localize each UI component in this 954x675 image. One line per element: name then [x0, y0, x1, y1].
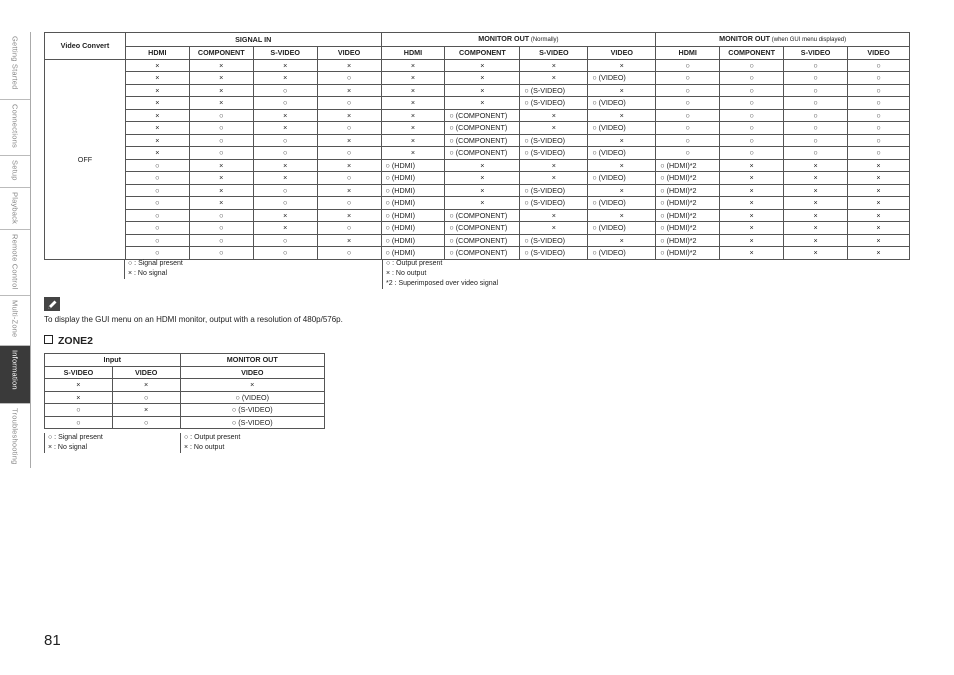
table-cell: × — [720, 209, 784, 222]
table-cell: × — [317, 109, 381, 122]
table-cell: × — [445, 72, 520, 85]
table-cell: ○ (VIDEO) — [588, 197, 656, 210]
table-cell: × — [317, 209, 381, 222]
table-cell: ○ — [720, 134, 784, 147]
table-cell: ○ — [125, 222, 189, 235]
table-row — [45, 197, 910, 210]
monitor-out-header: MONITOR OUT — [180, 354, 324, 367]
nav-tab-label: Setup — [10, 160, 20, 181]
table-cell: ○ — [125, 247, 189, 260]
header-main: MONITOR OUT — [478, 34, 530, 43]
table-cell: × — [125, 84, 189, 97]
nav-tab-label: Remote Control — [10, 234, 20, 290]
table-row — [45, 172, 910, 185]
table-cell: ○ — [253, 184, 317, 197]
table-cell: ○ — [848, 59, 910, 72]
table-cell: × — [720, 184, 784, 197]
table-cell: ○ — [720, 147, 784, 160]
table-cell: ○ (HDMI) — [381, 234, 445, 247]
table-cell: ○ (S-VIDEO) — [180, 416, 324, 429]
table-cell: ○ — [317, 247, 381, 260]
table-cell: × — [317, 234, 381, 247]
header-qualifier: (when GUI menu displayed) — [770, 37, 847, 43]
header-main: MONITOR OUT — [719, 34, 771, 43]
table-cell: × — [317, 159, 381, 172]
table-cell: × — [445, 159, 520, 172]
table-cell: ○ (HDMI)*2 — [656, 209, 720, 222]
table-cell: ○ — [784, 97, 848, 110]
table-cell: ○ — [317, 147, 381, 160]
table-cell: ○ — [848, 134, 910, 147]
table-cell: × — [445, 197, 520, 210]
table-cell: ○ (S-VIDEO) — [520, 97, 588, 110]
column-header: HDMI — [381, 47, 445, 60]
table-cell: × — [720, 197, 784, 210]
table-cell: × — [720, 222, 784, 235]
table-cell: × — [253, 159, 317, 172]
table-cell: ○ — [45, 416, 113, 429]
table-cell: ○ — [125, 172, 189, 185]
zone2-title: ZONE2 — [58, 335, 94, 347]
table-cell: × — [784, 234, 848, 247]
table-cell: × — [125, 109, 189, 122]
table-cell: × — [45, 391, 113, 404]
table-cell: × — [445, 97, 520, 110]
table-cell: ○ (S-VIDEO) — [520, 134, 588, 147]
table-cell: ○ (S-VIDEO) — [520, 147, 588, 160]
table-cell: × — [520, 172, 588, 185]
pencil-note-icon — [44, 297, 60, 311]
table-cell: × — [784, 197, 848, 210]
table-cell: ○ — [189, 209, 253, 222]
table-row — [45, 247, 910, 260]
table-cell: × — [520, 59, 588, 72]
table-cell: × — [253, 122, 317, 135]
table-cell: × — [125, 122, 189, 135]
table-cell: ○ — [253, 97, 317, 110]
table-cell: × — [445, 184, 520, 197]
column-header: COMPONENT — [445, 47, 520, 60]
table-cell: × — [720, 172, 784, 185]
column-header: HDMI — [656, 47, 720, 60]
table-cell: ○ — [125, 234, 189, 247]
nav-tab-multi-zone[interactable] — [0, 296, 30, 346]
table-cell: ○ — [656, 72, 720, 85]
table-row — [45, 209, 910, 222]
table-cell: ○ — [317, 197, 381, 210]
zone2-heading — [44, 335, 93, 347]
table-cell: × — [381, 134, 445, 147]
table-cell: ○ (HDMI)*2 — [656, 197, 720, 210]
table-cell: ○ — [656, 84, 720, 97]
table-cell: ○ — [189, 147, 253, 160]
table-cell: ○ — [317, 172, 381, 185]
table-cell: × — [125, 97, 189, 110]
table-cell: ○ (HDMI)*2 — [656, 247, 720, 260]
table-cell: × — [125, 59, 189, 72]
table-cell: ○ — [720, 97, 784, 110]
table-cell: × — [189, 172, 253, 185]
zone2-table — [44, 353, 325, 429]
table-cell: ○ (COMPONENT) — [445, 222, 520, 235]
column-header: VIDEO — [180, 366, 324, 379]
table-cell: × — [588, 134, 656, 147]
table-cell: ○ — [656, 134, 720, 147]
table-cell: × — [520, 72, 588, 85]
nav-tab-remote-control[interactable] — [0, 230, 30, 296]
column-header: COMPONENT — [189, 47, 253, 60]
table-cell: × — [253, 109, 317, 122]
table-cell: ○ — [784, 122, 848, 135]
legend-item: ○ : Signal present — [48, 434, 103, 441]
table-cell: ○ (S-VIDEO) — [520, 234, 588, 247]
table-cell: ○ (S-VIDEO) — [520, 84, 588, 97]
table-cell: ○ — [656, 109, 720, 122]
table-cell: × — [180, 379, 324, 392]
table-cell: ○ (VIDEO) — [588, 222, 656, 235]
table-cell: ○ — [125, 209, 189, 222]
table-cell: × — [784, 184, 848, 197]
table-cell: ○ (S-VIDEO) — [520, 197, 588, 210]
table-cell: ○ — [720, 122, 784, 135]
table-row — [45, 159, 910, 172]
table-row — [45, 222, 910, 235]
note-text: To display the GUI menu on an HDMI monitor, output with a resolution of 480p/576p. — [44, 315, 343, 324]
table-cell: ○ — [784, 147, 848, 160]
nav-tab-information[interactable] — [0, 346, 30, 404]
table-cell: × — [848, 197, 910, 210]
column-header: S-VIDEO — [520, 47, 588, 60]
table-cell: ○ (HDMI) — [381, 197, 445, 210]
table-cell: × — [381, 59, 445, 72]
table-cell: ○ (HDMI)*2 — [656, 172, 720, 185]
nav-tab-playback[interactable] — [0, 188, 30, 230]
table-cell: × — [253, 222, 317, 235]
table-cell: ○ — [848, 109, 910, 122]
table-cell: ○ — [656, 59, 720, 72]
table-cell: × — [381, 122, 445, 135]
table-cell: ○ — [189, 247, 253, 260]
table-cell: × — [189, 159, 253, 172]
table-cell: ○ — [656, 97, 720, 110]
table-cell: × — [784, 172, 848, 185]
table-cell: ○ — [189, 234, 253, 247]
table-cell: × — [317, 84, 381, 97]
table-cell: ○ — [189, 122, 253, 135]
table-cell: ○ — [317, 72, 381, 85]
table-cell: ○ — [189, 222, 253, 235]
table-cell: ○ (HDMI)*2 — [656, 234, 720, 247]
table-cell: × — [588, 59, 656, 72]
table-cell: ○ — [720, 84, 784, 97]
table-cell: × — [848, 159, 910, 172]
nav-tab-troubleshooting[interactable] — [0, 404, 30, 468]
table-cell: × — [520, 109, 588, 122]
table-cell: × — [784, 247, 848, 260]
table-cell: ○ — [848, 122, 910, 135]
table-cell: × — [588, 209, 656, 222]
table-cell: ○ (HDMI) — [381, 247, 445, 260]
table-cell: × — [520, 209, 588, 222]
table-row — [45, 134, 910, 147]
table-cell: × — [189, 97, 253, 110]
legend-item: × : No signal — [128, 270, 168, 277]
table-cell: × — [125, 147, 189, 160]
nav-tab-label: Multi-Zone — [10, 300, 20, 338]
table-cell: ○ — [253, 197, 317, 210]
nav-tab-label: Connections — [10, 104, 20, 148]
legend-item: × : No signal — [48, 444, 88, 451]
table-cell: ○ — [317, 222, 381, 235]
table-cell: × — [848, 222, 910, 235]
table-cell: ○ (S-VIDEO) — [180, 404, 324, 417]
column-header: VIDEO — [848, 47, 910, 60]
table-cell: ○ (VIDEO) — [588, 172, 656, 185]
monitor-out-gui-header — [656, 33, 910, 47]
column-header: VIDEO — [317, 47, 381, 60]
input-header: Input — [45, 354, 181, 367]
table-row — [45, 379, 325, 392]
table-cell: ○ (VIDEO) — [588, 122, 656, 135]
signal-in-header: SIGNAL IN — [125, 33, 381, 47]
page-number: 81 — [44, 632, 61, 649]
table-cell: ○ — [317, 122, 381, 135]
table-cell: ○ — [112, 391, 180, 404]
table-cell: × — [848, 184, 910, 197]
video-convert-table — [44, 32, 910, 260]
table-cell: × — [112, 379, 180, 392]
table-cell: × — [381, 72, 445, 85]
table-cell: ○ (HDMI) — [381, 222, 445, 235]
table-cell: × — [720, 234, 784, 247]
table-cell: × — [720, 247, 784, 260]
nav-tab-connections[interactable] — [0, 100, 30, 156]
table-cell: ○ — [253, 147, 317, 160]
table-row — [45, 109, 910, 122]
table-cell: ○ (VIDEO) — [180, 391, 324, 404]
table-cell: ○ (S-VIDEO) — [520, 184, 588, 197]
legend-item: ○ : Signal present — [128, 260, 183, 267]
nav-tab-label: Getting Started — [10, 36, 20, 90]
table-cell: ○ — [720, 72, 784, 85]
column-header: S-VIDEO — [45, 366, 113, 379]
table-cell: ○ (HDMI)*2 — [656, 184, 720, 197]
table-cell: ○ (S-VIDEO) — [520, 247, 588, 260]
column-header: VIDEO — [112, 366, 180, 379]
table-cell: ○ (COMPONENT) — [445, 122, 520, 135]
table-cell: × — [189, 72, 253, 85]
table-row — [45, 404, 325, 417]
table-row — [45, 72, 910, 85]
table-cell: ○ (VIDEO) — [588, 97, 656, 110]
table-cell: ○ — [720, 59, 784, 72]
signal-legend — [124, 259, 183, 279]
table-cell: × — [445, 84, 520, 97]
table-cell: × — [112, 404, 180, 417]
table-cell: ○ — [848, 97, 910, 110]
table-cell: × — [253, 172, 317, 185]
table-cell: × — [784, 159, 848, 172]
table-cell: × — [445, 172, 520, 185]
table-cell: × — [520, 122, 588, 135]
table-cell: ○ — [253, 247, 317, 260]
table-cell: ○ — [848, 147, 910, 160]
table-cell: × — [784, 209, 848, 222]
table-cell: × — [125, 134, 189, 147]
table-cell: × — [317, 59, 381, 72]
table-cell: × — [189, 197, 253, 210]
column-header: VIDEO — [588, 47, 656, 60]
table-cell: × — [588, 109, 656, 122]
row-label-off: OFF — [45, 59, 126, 259]
table-cell: × — [189, 84, 253, 97]
table-cell: ○ (HDMI) — [381, 209, 445, 222]
table-row — [45, 97, 910, 110]
table-row — [45, 391, 325, 404]
table-cell: ○ — [253, 84, 317, 97]
table-cell: ○ — [125, 197, 189, 210]
table-cell: ○ — [45, 404, 113, 417]
table-cell: ○ — [784, 72, 848, 85]
table-cell: × — [381, 109, 445, 122]
table-cell: × — [253, 209, 317, 222]
table-cell: ○ — [189, 134, 253, 147]
table-cell: ○ — [317, 97, 381, 110]
video-convert-header: Video Convert — [45, 33, 126, 60]
table-cell: ○ (COMPONENT) — [445, 109, 520, 122]
table-cell: × — [520, 159, 588, 172]
table-cell: × — [381, 147, 445, 160]
table-cell: ○ — [784, 59, 848, 72]
table-cell: ○ (COMPONENT) — [445, 134, 520, 147]
table-cell: ○ (COMPONENT) — [445, 234, 520, 247]
table-cell: ○ (VIDEO) — [588, 247, 656, 260]
table-cell: ○ — [656, 122, 720, 135]
column-header: HDMI — [125, 47, 189, 60]
side-navigation — [0, 32, 31, 468]
table-cell: ○ — [784, 134, 848, 147]
legend-item: ○ : Output present — [386, 260, 443, 267]
table-row — [45, 84, 910, 97]
table-cell: ○ — [784, 109, 848, 122]
table-cell: × — [848, 234, 910, 247]
header-qualifier: (Normally) — [529, 37, 559, 43]
table-cell: ○ — [253, 234, 317, 247]
table-cell: ○ (COMPONENT) — [445, 247, 520, 260]
table-cell: ○ — [656, 147, 720, 160]
table-cell: ○ (HDMI)*2 — [656, 222, 720, 235]
zone2-signal-legend — [44, 433, 103, 453]
nav-tab-label: Playback — [10, 192, 20, 225]
table-cell: ○ — [112, 416, 180, 429]
table-cell: ○ (VIDEO) — [588, 147, 656, 160]
legend-item: *2 : Superimposed over video signal — [386, 280, 499, 287]
nav-tab-getting-started[interactable] — [0, 32, 30, 100]
table-cell: × — [588, 84, 656, 97]
table-cell: × — [588, 159, 656, 172]
table-cell: ○ — [720, 109, 784, 122]
column-header: COMPONENT — [720, 47, 784, 60]
legend-item: × : No output — [184, 444, 225, 451]
table-cell: ○ (VIDEO) — [588, 72, 656, 85]
legend-item: × : No output — [386, 270, 427, 277]
table-row — [45, 184, 910, 197]
table-cell: × — [588, 184, 656, 197]
output-legend — [382, 259, 498, 289]
table-cell: ○ (COMPONENT) — [445, 209, 520, 222]
table-cell: ○ (HDMI)*2 — [656, 159, 720, 172]
table-row — [45, 234, 910, 247]
table-cell: × — [848, 247, 910, 260]
table-cell: × — [381, 97, 445, 110]
nav-tab-label: Troubleshooting — [10, 408, 20, 465]
nav-tab-label: Information — [10, 350, 20, 390]
table-cell: × — [189, 184, 253, 197]
table-cell: × — [317, 184, 381, 197]
table-cell: × — [445, 59, 520, 72]
table-cell: × — [317, 134, 381, 147]
table-cell: × — [520, 222, 588, 235]
table-cell: ○ — [848, 72, 910, 85]
table-row — [45, 147, 910, 160]
nav-tab-setup[interactable] — [0, 156, 30, 188]
table-cell: × — [848, 172, 910, 185]
table-cell: ○ — [125, 184, 189, 197]
table-cell: ○ (HDMI) — [381, 184, 445, 197]
table-cell: × — [125, 72, 189, 85]
table-cell: × — [189, 59, 253, 72]
column-header: S-VIDEO — [784, 47, 848, 60]
table-row — [45, 59, 910, 72]
table-cell: ○ (HDMI) — [381, 159, 445, 172]
table-cell: × — [381, 84, 445, 97]
table-cell: ○ — [784, 84, 848, 97]
table-cell: × — [45, 379, 113, 392]
table-cell: × — [720, 159, 784, 172]
checkbox-bullet-icon — [44, 335, 53, 344]
column-header: S-VIDEO — [253, 47, 317, 60]
table-cell: × — [784, 222, 848, 235]
legend-item: ○ : Output present — [184, 434, 241, 441]
table-cell: ○ — [189, 109, 253, 122]
table-cell: × — [588, 234, 656, 247]
table-cell: × — [253, 59, 317, 72]
table-row — [45, 416, 325, 429]
table-row — [45, 122, 910, 135]
table-cell: × — [253, 72, 317, 85]
table-cell: ○ — [125, 159, 189, 172]
table-cell: ○ (HDMI) — [381, 172, 445, 185]
monitor-out-normal-header — [381, 33, 656, 47]
table-cell: ○ — [848, 84, 910, 97]
table-cell: ○ — [253, 134, 317, 147]
table-cell: × — [848, 209, 910, 222]
zone2-output-legend — [180, 433, 240, 453]
table-cell: ○ (COMPONENT) — [445, 147, 520, 160]
